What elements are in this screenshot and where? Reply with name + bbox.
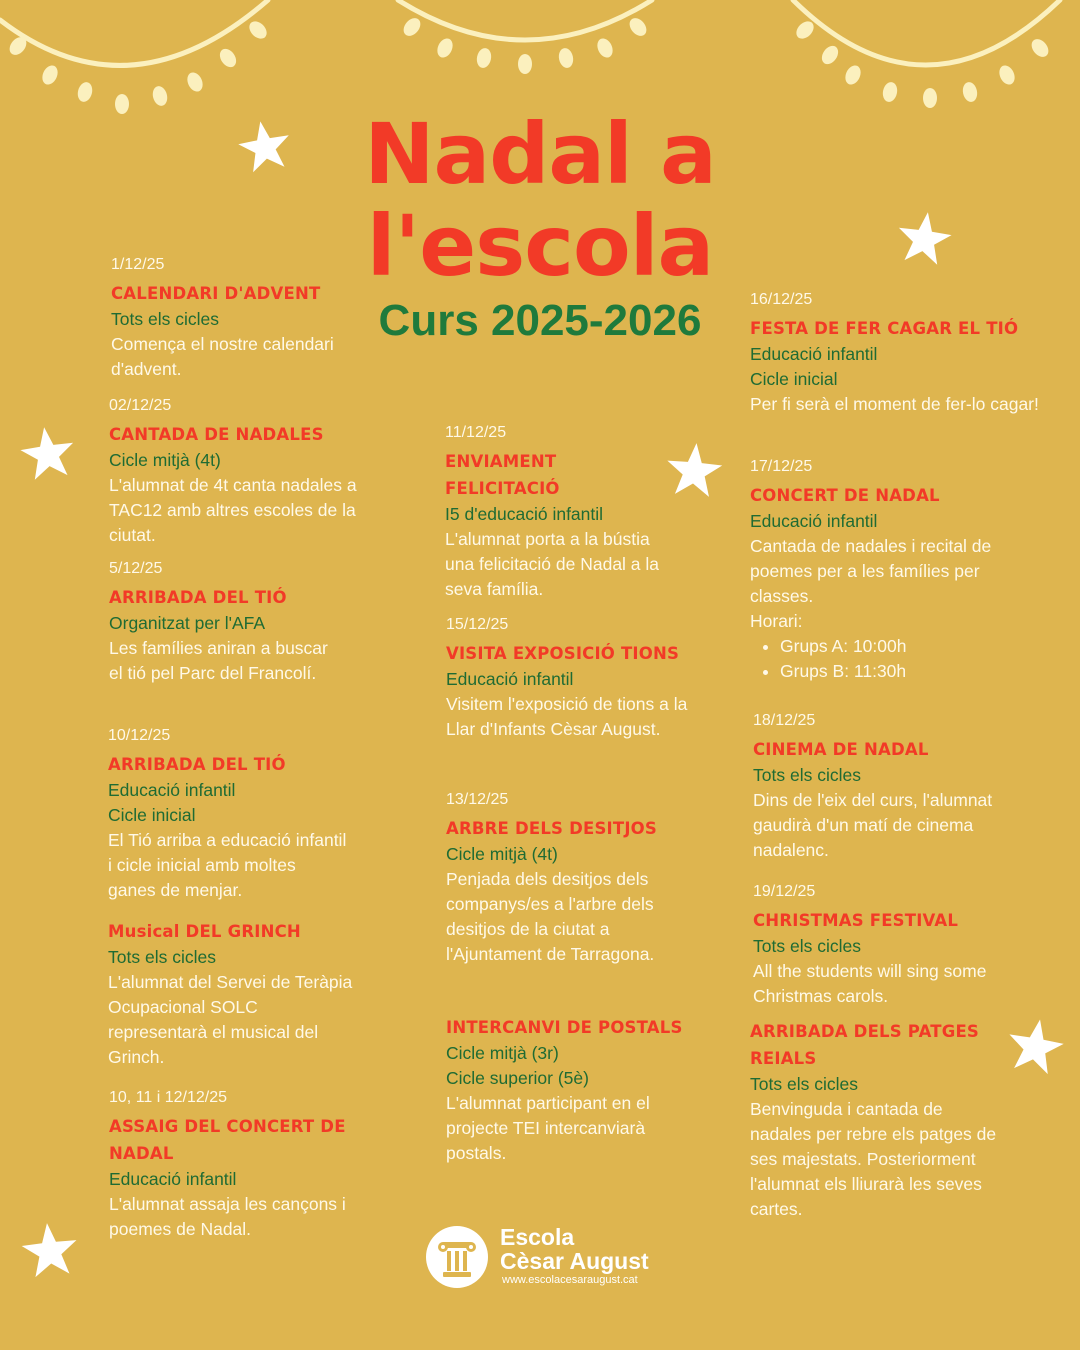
event-arbre-desitjos bbox=[446, 788, 686, 967]
event-description: Cantada de nadales i recital de poemes per a les famílies per classes. bbox=[750, 536, 992, 606]
event-title: ARRIBADA DELS PATGES REIALS bbox=[750, 1022, 980, 1068]
event-date: 10/12/25 bbox=[108, 727, 171, 744]
event-description: Visitem l'exposició de tions a la Llar d'Infants Cèsar August. bbox=[446, 694, 688, 739]
event-concert-nadal bbox=[750, 455, 1030, 684]
event-title: CONCERT DE NADAL bbox=[750, 486, 940, 505]
event-description: L'alumnat porta a la bústia una felicitació de Nadal a la seva família. bbox=[445, 529, 660, 599]
schedule-item: • Grups B: 11:30h bbox=[780, 659, 1030, 684]
event-enviament-felicitacio bbox=[445, 421, 665, 602]
school-name-line-2: Cèsar August bbox=[500, 1248, 649, 1274]
event-description: Per fi serà el moment de fer-lo cagar! bbox=[750, 394, 1039, 414]
event-assaig-concert bbox=[109, 1086, 371, 1242]
event-description: Penjada dels desitjos dels companys/es a l'arbre dels desitjos de la ciutat a l'Ajuntament de Tarragona. bbox=[446, 869, 655, 964]
event-date: 13/12/25 bbox=[446, 791, 509, 808]
star-icon bbox=[1004, 1015, 1067, 1076]
event-title: VISITA EXPOSICIÓ TIONS bbox=[446, 644, 680, 663]
light-bulbs bbox=[6, 15, 1052, 114]
event-audience: Cicle superior (5è) bbox=[446, 1068, 589, 1088]
event-title: FESTA DE FER CAGAR EL TIÓ bbox=[750, 319, 1019, 338]
event-intercanvi-postals bbox=[446, 1014, 706, 1166]
event-audience: Cicle mitjà (3r) bbox=[446, 1043, 559, 1063]
title-line-1: Nadal a bbox=[364, 105, 716, 203]
event-audience: Tots els cicles bbox=[750, 1074, 858, 1094]
event-audience: Tots els cicles bbox=[111, 309, 219, 329]
event-description: L'alumnat del Servei de Teràpia Ocupacional SOLC representarà el musical del Grinch. bbox=[108, 972, 353, 1067]
event-description: Comença el nostre calendari d'advent. bbox=[111, 334, 334, 379]
event-audience: Tots els cicles bbox=[108, 947, 216, 967]
star-icon bbox=[20, 1220, 80, 1278]
event-musical-grinch bbox=[108, 918, 353, 1070]
star-icon bbox=[235, 117, 294, 174]
event-audience: Educació infantil bbox=[750, 344, 878, 364]
event-title: ARRIBADA DEL TIÓ bbox=[108, 755, 286, 774]
event-audience: Educació infantil bbox=[109, 1169, 237, 1189]
title-line-2: l'escola bbox=[366, 197, 714, 295]
school-emblem-icon bbox=[425, 1225, 489, 1289]
event-description: Dins de l'eix del curs, l'alumnat gaudirà d'un matí de cinema nadalenc. bbox=[753, 790, 993, 860]
event-cinema-nadal bbox=[753, 709, 1008, 863]
event-title: CINEMA DE NADAL bbox=[753, 740, 929, 759]
page-title bbox=[340, 105, 740, 295]
event-patges-reials bbox=[750, 1018, 998, 1222]
event-title: CHRISTMAS FESTIVAL bbox=[753, 911, 959, 930]
event-schedule-list bbox=[750, 634, 1030, 684]
event-title: ARRIBADA DEL TIÓ bbox=[109, 588, 287, 607]
event-date: 5/12/25 bbox=[109, 560, 163, 577]
event-schedule-label: Horari: bbox=[750, 611, 803, 631]
event-christmas-festival bbox=[753, 880, 1023, 1009]
event-title: INTERCANVI DE POSTALS bbox=[446, 1018, 683, 1037]
event-arribada-tio-afa bbox=[109, 557, 339, 686]
event-description: All the students will sing some Christmas carols. bbox=[753, 961, 987, 1006]
event-date: 17/12/25 bbox=[750, 458, 813, 475]
star-icon bbox=[665, 441, 724, 498]
event-title: ASSAIG DEL CONCERT DE NADAL bbox=[109, 1117, 346, 1163]
school-name bbox=[500, 1225, 649, 1273]
event-title: CANTADA DE NADALES bbox=[109, 425, 324, 444]
event-audience: I5 d'educació infantil bbox=[445, 504, 604, 524]
event-date: 02/12/25 bbox=[109, 397, 172, 414]
school-website: www.escolacesaraugust.cat bbox=[502, 1274, 638, 1286]
event-title: ARBRE DELS DESITJOS bbox=[446, 819, 657, 838]
event-exposicio-tions bbox=[446, 613, 696, 742]
event-description: L'alumnat de 4t canta nadales a TAC12 amb altres escoles de la ciutat. bbox=[109, 475, 357, 545]
event-audience: Tots els cicles bbox=[753, 765, 861, 785]
star-icon bbox=[895, 209, 955, 267]
event-audience: Educació infantil bbox=[750, 511, 878, 531]
event-date: 16/12/25 bbox=[750, 291, 813, 308]
event-date: 10, 11 i 12/12/25 bbox=[109, 1089, 228, 1106]
event-date: 19/12/25 bbox=[753, 883, 816, 900]
event-description: Les famílies aniran a buscar el tió pel Parc del Francolí. bbox=[109, 638, 328, 683]
page-subtitle: Curs 2025-2026 bbox=[378, 296, 702, 345]
event-date: 18/12/25 bbox=[753, 712, 816, 729]
star-icon bbox=[18, 424, 78, 482]
event-advent-calendar bbox=[111, 253, 361, 382]
event-cantada-nadales bbox=[109, 394, 359, 548]
school-logo bbox=[425, 1225, 715, 1295]
event-audience: Organitzat per l'AFA bbox=[109, 613, 266, 633]
event-description: Benvinguda i cantada de nadales per rebre els patges de ses majestats. Posteriorment l'alumnat els lliurarà les seves cartes. bbox=[750, 1099, 997, 1219]
event-fer-cagar-tio bbox=[750, 288, 1040, 417]
event-audience: Cicle mitjà (4t) bbox=[446, 844, 558, 864]
event-description: El Tió arriba a educació infantil i cicle inicial amb moltes ganes de menjar. bbox=[108, 830, 347, 900]
school-name-line-1: Escola bbox=[500, 1224, 575, 1250]
event-title: ENVIAMENT FELICITACIÓ bbox=[445, 452, 560, 498]
event-audience: Tots els cicles bbox=[753, 936, 861, 956]
event-date: 1/12/25 bbox=[111, 256, 165, 273]
event-date: 15/12/25 bbox=[446, 616, 509, 633]
event-audience: Cicle mitjà (4t) bbox=[109, 450, 221, 470]
event-date: 11/12/25 bbox=[445, 424, 507, 441]
event-audience: Cicle inicial bbox=[750, 369, 838, 389]
event-description: L'alumnat participant en el projecte TEI intercanviarà postals. bbox=[446, 1093, 650, 1163]
event-arribada-tio-escola bbox=[108, 724, 348, 903]
event-audience: Educació infantil bbox=[446, 669, 574, 689]
event-title: CALENDARI D'ADVENT bbox=[111, 284, 321, 303]
event-title: Musical DEL GRINCH bbox=[108, 922, 301, 941]
event-audience: Cicle inicial bbox=[108, 805, 196, 825]
string-lights bbox=[0, 0, 1060, 65]
event-description: L'alumnat assaja les cançons i poemes de Nadal. bbox=[109, 1194, 346, 1239]
schedule-item: • Grups A: 10:00h bbox=[780, 634, 1030, 659]
event-audience: Educació infantil bbox=[108, 780, 236, 800]
